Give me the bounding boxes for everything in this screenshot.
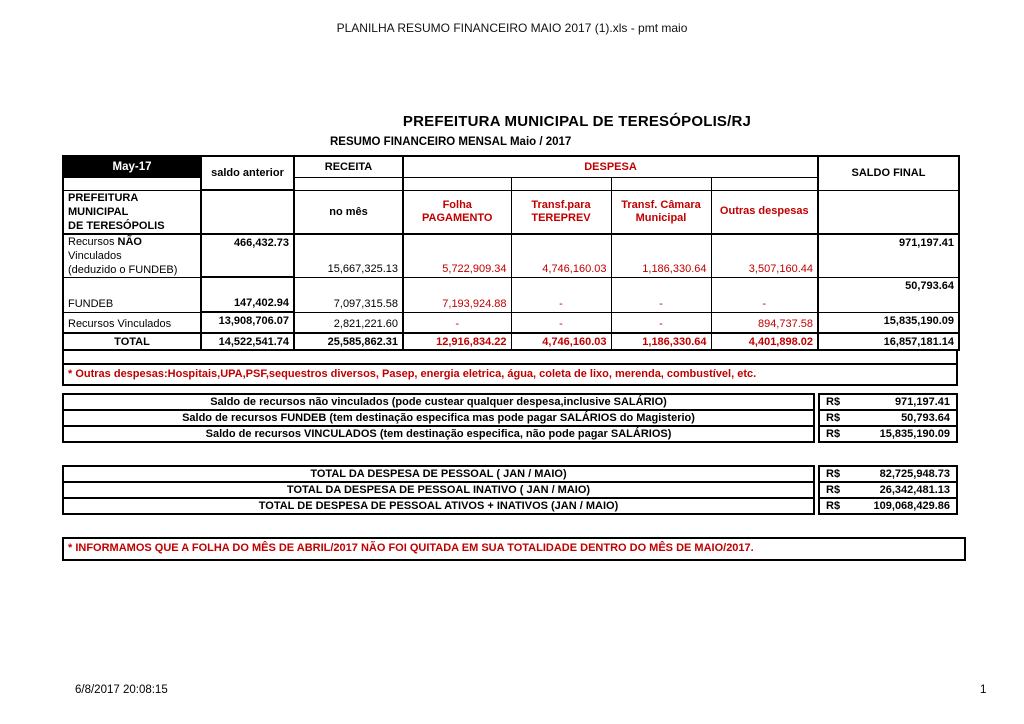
header-row-3 (63, 190, 959, 234)
entity-line2: DE TERESÓPOLIS (68, 219, 165, 232)
cell-saldo-anterior: 466,432.73 (201, 234, 294, 278)
cell-camara: - (611, 312, 711, 333)
header-folha-pagamento: Folha PAGAMENTO (403, 190, 511, 234)
cell-saldo-anterior: 14,522,541.74 (201, 333, 294, 350)
saldo-row-label: Saldo de recursos FUNDEB (tem destinação especifica mas pode pagar SALÁRIOS do Magisterio) (62, 409, 815, 427)
amount: 26,342,481.13 (879, 484, 950, 496)
saldo-row-label: Saldo de recursos não vinculados (pode custear qualquer despesa,inclusive SALÁRIO) (62, 393, 815, 411)
currency-symbol: R$ (826, 500, 841, 512)
pessoal-row-label: TOTAL DA DESPESA DE PESSOAL ( JAN / MAIO) (62, 465, 815, 483)
header-saldo-final: SALDO FINAL (818, 156, 959, 190)
pessoal-row-label: TOTAL DE DESPESA DE PESSOAL ATIVOS + INATIVOS (JAN / MAIO) (62, 497, 815, 515)
currency-symbol: R$ (826, 412, 841, 424)
cell-outras: 4,401,898.02 (711, 333, 818, 350)
cell-no-mes: 25,585,862.31 (294, 333, 403, 350)
amount: 82,725,948.73 (879, 468, 950, 480)
window-title: PLANILHA RESUMO FINANCEIRO MAIO 2017 (1).xls - pmt maio (336, 21, 688, 35)
header-despesa: DESPESA (403, 156, 818, 177)
header-transf-camara-line1: Transf. Câmara (621, 198, 701, 211)
spacer-row (64, 351, 956, 365)
total-row (63, 333, 959, 350)
doc-title: PREFEITURA MUNICIPAL DE TERESÓPOLIS/RJ (402, 113, 752, 130)
entity-line1: PREFEITURA MUNICIPAL (68, 191, 138, 218)
cell-camara: - (611, 277, 711, 312)
month-cell: May-17 (63, 156, 201, 177)
header-row-1 (63, 156, 959, 177)
saldo-row-label: Saldo de recursos VINCULADOS (tem destinação especifica, não pode pagar SALÁRIOS) (62, 425, 815, 443)
header-receita: RECEITA (294, 156, 403, 177)
cell-outras: - (711, 277, 818, 312)
table-row (63, 277, 959, 312)
cell-saldo-final: 15,835,190.09 (818, 312, 959, 333)
currency-symbol: R$ (826, 396, 841, 408)
cell-folha: 7,193,924.88 (403, 277, 511, 312)
cell-saldo-anterior: 13,908,706.07 (201, 312, 294, 333)
footer-datetime: 6/8/2017 20:08:15 (75, 684, 168, 696)
row-label-recursos-vinculados: Recursos Vinculados (63, 312, 201, 333)
table-row (63, 234, 959, 278)
entity-name (63, 190, 201, 234)
folha-abril-note: * INFORMAMOS QUE A FOLHA DO MÊS DE ABRIL/2017 NÃO FOI QUITADA EM SUA TOTALIDADE DENTRO DO MÊS DE MAIO/2017. (62, 537, 966, 561)
cell-no-mes: 7,097,315.58 (294, 277, 403, 312)
pessoal-section (62, 465, 958, 515)
cell-no-mes: 15,667,325.13 (294, 234, 403, 278)
empty-cell (611, 177, 711, 190)
cell-folha: 5,722,909.34 (403, 234, 511, 278)
cell-tereprev: 4,746,160.03 (511, 234, 611, 278)
table-footnote-box (62, 351, 958, 386)
empty-cell (63, 177, 201, 190)
table-row (63, 312, 959, 333)
empty-cell (201, 190, 294, 234)
empty-cell (818, 190, 959, 234)
doc-subtitle: RESUMO FINANCEIRO MENSAL Maio / 2017 (330, 136, 572, 148)
outras-despesas-footnote: * Outras despesas:Hospitais,UPA,PSF,sequestros diversos, Pasep, energia eletrica, água, coleta de lixo, merenda, combustível, etc. (68, 368, 757, 380)
currency-symbol: R$ (826, 484, 841, 496)
label-part: Recursos (68, 235, 118, 248)
cell-outras: 3,507,160.44 (711, 234, 818, 278)
cell-camara: 1,186,330.64 (611, 234, 711, 278)
header-no-mes: no mês (294, 190, 403, 234)
header-transf-tereprev-line2: TEREPREV (531, 211, 591, 224)
financial-table (62, 155, 960, 351)
header-transf-camara (611, 190, 711, 234)
saldo-row-value (818, 425, 958, 443)
empty-cell (294, 177, 403, 190)
empty-cell (403, 177, 511, 190)
empty-cell (511, 177, 611, 190)
header-outras-despesas: Outras despesas (711, 190, 818, 234)
amount: 109,068,429.86 (873, 500, 950, 512)
cell-tereprev: - (511, 312, 611, 333)
amount: 15,835,190.09 (879, 428, 950, 440)
row-label-total: TOTAL (63, 333, 201, 350)
label-part: Vinculados (68, 249, 122, 262)
currency-symbol: R$ (826, 468, 841, 480)
financial-summary-block (62, 155, 958, 386)
cell-saldo-anterior: 147,402.94 (201, 277, 294, 312)
row-label-fundeb: FUNDEB (63, 277, 201, 312)
header-transf-camara-line2: Municipal (635, 211, 687, 224)
cell-outras: 894,737.58 (711, 312, 818, 333)
pessoal-row-value (818, 497, 958, 515)
saldo-section (62, 393, 958, 443)
cell-no-mes: 2,821,221.60 (294, 312, 403, 333)
cell-tereprev: 4,746,160.03 (511, 333, 611, 350)
header-transf-tereprev (511, 190, 611, 234)
cell-saldo-final: 971,197.41 (818, 234, 959, 278)
pessoal-row-label: TOTAL DA DESPESA DE PESSOAL INATIVO ( JAN / MAIO) (62, 481, 815, 499)
footer-page-number: 1 (980, 684, 987, 696)
cell-saldo-final: 16,857,181.14 (818, 333, 959, 350)
cell-folha: - (403, 312, 511, 333)
label-line2: (deduzido o FUNDEB) (68, 263, 178, 276)
cell-saldo-final: 50,793.64 (818, 277, 959, 312)
table-row (62, 425, 958, 443)
cell-camara: 1,186,330.64 (611, 333, 711, 350)
cell-tereprev: - (511, 277, 611, 312)
label-part-bold: NÃO (117, 235, 142, 248)
header-transf-tereprev-line1: Transf.para (531, 198, 591, 211)
cell-folha: 12,916,834.22 (403, 333, 511, 350)
amount: 50,793.64 (901, 412, 950, 424)
table-row (62, 497, 958, 515)
header-saldo-anterior: saldo anterior (201, 156, 294, 190)
amount: 971,197.41 (894, 396, 950, 408)
currency-symbol: R$ (826, 428, 841, 440)
row-label-recursos-nao-vinculados (63, 234, 201, 278)
empty-cell (711, 177, 818, 190)
